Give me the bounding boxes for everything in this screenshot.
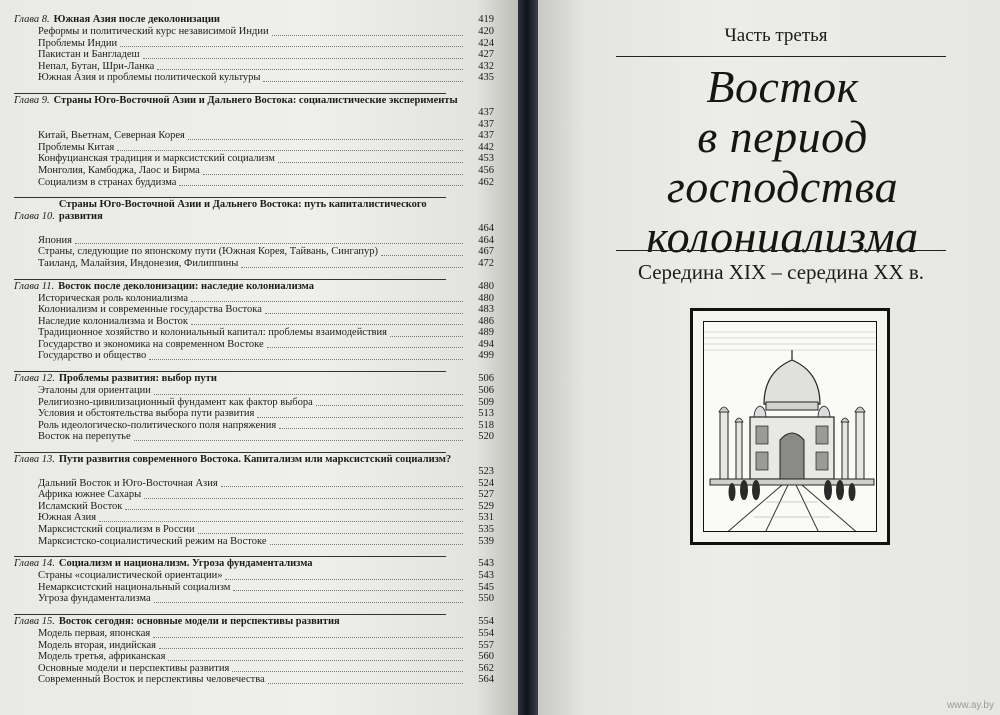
- entry-page: 467: [478, 246, 494, 258]
- chapter-number: Глава 15.: [14, 615, 55, 627]
- toc-entry: [14, 235, 494, 247]
- dot-leader: [257, 417, 463, 418]
- toc-entry: [14, 177, 494, 189]
- dot-leader: [143, 58, 463, 59]
- toc-entry: [14, 512, 494, 524]
- dot-leader: [225, 579, 463, 580]
- entry-page: 420: [478, 26, 494, 37]
- toc-entry: [14, 153, 494, 165]
- toc-entry: [14, 663, 494, 675]
- chapter-title: Страны Юго-Восточной Азии и Дальнего Востока: социалистические эксперименты: [53, 94, 458, 106]
- entry-title: Монголия, Камбоджа, Лаос и Бирма: [38, 164, 200, 176]
- illustration-frame: [690, 308, 890, 545]
- entry-title: Дальний Восток и Юго-Восточная Азия: [38, 477, 218, 489]
- entry-title: Непал, Бутан, Шри-Ланка: [38, 60, 155, 72]
- dot-leader: [267, 347, 463, 348]
- chapter-number: Глава 9.: [14, 94, 50, 106]
- toc-page-only-row: [14, 466, 494, 478]
- entry-title: Современный Восток и перспективы человечества: [38, 674, 265, 686]
- dot-leader: [198, 533, 463, 534]
- entry-title: Наследие колониализма и Восток: [38, 315, 189, 327]
- top-rule: [616, 56, 946, 57]
- chapter-separator: [14, 371, 446, 372]
- toc-entry: [14, 582, 494, 594]
- entry-title: Религиозно-цивилизационный фундамент как фактор выбора: [38, 396, 313, 408]
- chapter-title: Страны Юго-Восточной Азии и Дальнего Востока: путь капиталистического развития: [58, 199, 427, 223]
- entry-page: 464: [478, 223, 494, 235]
- toc-entry: [14, 316, 494, 328]
- entry-title: Колониализм и современные государства Востока: [38, 304, 262, 316]
- chapter-title: Южная Азия после деколонизации: [53, 14, 220, 25]
- entry-page: 499: [478, 350, 494, 362]
- toc-entry: [14, 536, 494, 548]
- dot-leader: [168, 660, 463, 661]
- toc-page-only-row: [14, 223, 494, 235]
- chapter-number: Глава 12.: [14, 373, 55, 385]
- toc-entry: [14, 61, 494, 73]
- dot-leader: [191, 324, 463, 325]
- entry-page: 554: [478, 627, 494, 639]
- chapter-heading: [14, 14, 494, 26]
- entry-page: 453: [478, 153, 494, 165]
- toc-entry: [14, 339, 494, 351]
- entry-page: 432: [478, 60, 494, 72]
- entry-title: Социализм в странах буддизма: [38, 176, 177, 188]
- entry-title: Таиланд, Малайзия, Индонезия, Филиппины: [38, 257, 239, 269]
- entry-title: Модель первая, японская: [38, 627, 151, 639]
- entry-title: Историческая роль колониализма: [38, 292, 188, 304]
- entry-title: Конфуцианская традиция и марксистский социализм: [38, 153, 275, 165]
- toc-entry: [14, 130, 494, 142]
- toc-entry: [14, 350, 494, 362]
- dot-leader: [265, 313, 463, 314]
- entry-title: Восток на перепутье: [38, 431, 131, 443]
- chapter-heading: [14, 95, 494, 107]
- chapter-page: 506: [478, 373, 494, 385]
- entry-title: Государство и экономика на современном Востоке: [38, 338, 264, 350]
- toc-entry: [14, 524, 494, 536]
- entry-page: 437: [478, 130, 494, 142]
- entry-title: Основные модели и перспективы развития: [38, 662, 230, 674]
- chapter-title: Социализм и национализм. Угроза фундаментализма: [58, 558, 313, 570]
- toc-chapter: [14, 558, 494, 605]
- dot-leader: [381, 255, 463, 256]
- chapter-title: Восток после деколонизации: наследие колониализма: [58, 280, 315, 292]
- entry-page: 506: [478, 385, 494, 397]
- entry-page: 483: [478, 304, 494, 316]
- dot-leader: [268, 683, 463, 684]
- chapter-separator: [14, 279, 446, 280]
- middle-rule: [616, 250, 946, 251]
- taj-mahal-drawing: [704, 322, 877, 532]
- chapter-separator: [14, 197, 446, 198]
- chapter-page: 419: [478, 14, 494, 25]
- entry-page: 531: [478, 512, 494, 524]
- chapter-heading: [14, 558, 494, 570]
- entry-page: 513: [478, 408, 494, 420]
- entry-page: 456: [478, 164, 494, 176]
- dot-leader: [263, 81, 463, 82]
- entry-page: 427: [478, 49, 494, 61]
- entry-page: 486: [478, 315, 494, 327]
- chapter-page: 543: [478, 558, 494, 570]
- toc-entry: [14, 431, 494, 443]
- chapter-heading: [14, 373, 494, 385]
- entry-page: 509: [478, 396, 494, 408]
- toc-chapter: [14, 14, 494, 84]
- entry-title: Страны, следующие по японскому пути (Южная Корея, Тайвань, Сингапур): [38, 246, 378, 258]
- entry-page: 535: [478, 524, 494, 535]
- dot-leader: [188, 139, 463, 140]
- dot-leader: [191, 301, 463, 302]
- entry-page: 545: [478, 581, 494, 593]
- entry-page: 550: [478, 593, 494, 605]
- entry-page: 464: [478, 234, 494, 246]
- toc-entry: [14, 420, 494, 432]
- toc-entry: [14, 385, 494, 397]
- toc-chapter: [14, 616, 494, 686]
- toc-entry: [14, 397, 494, 409]
- chapter-heading: [14, 281, 494, 293]
- entry-title: Китай, Вьетнам, Северная Корея: [38, 130, 185, 142]
- entry-title: Пакистан и Бангладеш: [38, 49, 140, 61]
- toc-chapter: [14, 281, 494, 363]
- entry-title: Угроза фундаментализма: [38, 593, 151, 605]
- entry-page: 520: [478, 431, 494, 443]
- part-heading: Часть третья: [724, 25, 828, 46]
- toc-entry: [14, 38, 494, 50]
- entry-title: Япония: [38, 234, 72, 246]
- toc-entry: [14, 72, 494, 84]
- entry-title: Исламский Восток: [38, 500, 123, 512]
- dot-leader: [154, 394, 463, 395]
- dot-leader: [157, 69, 463, 70]
- toc-entry: [14, 293, 494, 305]
- entry-title: Модель третья, африканская: [38, 651, 166, 663]
- table-of-contents: [14, 14, 494, 695]
- dot-leader: [390, 336, 463, 337]
- entry-page: 462: [478, 176, 494, 188]
- toc-entry: [14, 640, 494, 652]
- dot-leader: [272, 35, 463, 36]
- toc-entry: [14, 408, 494, 420]
- chapter-number: Глава 10.: [14, 211, 55, 223]
- chapter-page: 554: [478, 615, 494, 627]
- chapter-number: Глава 14.: [14, 558, 55, 570]
- title-line: Восток: [706, 61, 859, 112]
- title-line: колониализма: [646, 211, 919, 262]
- dot-leader: [154, 602, 463, 603]
- dot-leader: [75, 243, 463, 244]
- entry-page: 472: [478, 257, 494, 269]
- entry-title: Традиционное хозяйство и колониальный капитал: проблемы взаимодействия: [38, 327, 387, 339]
- toc-entry: [14, 593, 494, 605]
- chapter-title: Пути развития современного Востока. Капитализм или марксистский социализм?: [58, 454, 452, 466]
- entry-title: Проблемы Китая: [38, 141, 115, 153]
- chapter-title: Восток сегодня: основные модели и перспективы развития: [58, 615, 340, 627]
- toc-entry: [14, 478, 494, 490]
- toc-entry: [14, 674, 494, 686]
- entry-page: 437: [478, 106, 494, 118]
- book-gutter: [518, 0, 538, 715]
- entry-title: Реформы и политический курс независимой Индии: [38, 26, 269, 37]
- entry-page: 557: [478, 639, 494, 651]
- dot-leader: [241, 267, 463, 268]
- entry-title: Роль идеологическо-политического поля напряжения: [38, 419, 277, 431]
- dot-leader: [144, 498, 463, 499]
- entry-page: 564: [478, 674, 494, 686]
- dot-leader: [134, 440, 463, 441]
- toc-entry: [14, 165, 494, 177]
- chapter-number: Глава 8.: [14, 14, 50, 25]
- dot-leader: [203, 174, 463, 175]
- entry-page: 424: [478, 37, 494, 49]
- chapter-separator: [14, 93, 446, 94]
- entry-title: Эталоны для ориентации: [38, 385, 151, 397]
- toc-entry: [14, 628, 494, 640]
- dot-leader: [120, 46, 463, 47]
- dot-leader: [149, 359, 463, 360]
- entry-title: Модель вторая, индийская: [38, 639, 156, 651]
- chapter-page: 480: [478, 280, 494, 292]
- period-subtitle: Середина XIX – середина XX в.: [637, 260, 925, 284]
- chapter-number: Глава 13.: [14, 454, 55, 466]
- toc-entry: [14, 304, 494, 316]
- toc-entry: [14, 327, 494, 339]
- entry-page: 524: [478, 477, 494, 489]
- entry-title: Африка южнее Сахары: [38, 489, 142, 501]
- dot-leader: [279, 428, 463, 429]
- entry-page: 560: [478, 651, 494, 663]
- chapter-heading: [14, 199, 494, 223]
- dot-leader: [232, 671, 463, 672]
- entry-page: 480: [478, 292, 494, 304]
- entry-page: 435: [478, 72, 494, 84]
- chapter-title: Проблемы развития: выбор пути: [58, 373, 217, 385]
- chapter-separator: [14, 556, 446, 557]
- chapter-separator: [14, 614, 446, 615]
- entry-page: 489: [478, 327, 494, 339]
- toc-chapter: [14, 95, 494, 188]
- title-line: в период: [697, 111, 868, 162]
- entry-page: 529: [478, 500, 494, 512]
- chapter-number: Глава 11.: [14, 280, 55, 292]
- dot-leader: [125, 509, 463, 510]
- chapter-separator: [14, 452, 446, 453]
- entry-title: Условия и обстоятельства выбора пути развития: [38, 408, 255, 420]
- entry-title: Южная Азия и проблемы политической культуры: [38, 72, 261, 84]
- entry-title: Немарксистский национальный социализм: [38, 581, 231, 593]
- toc-chapter: [14, 454, 494, 547]
- dot-leader: [221, 486, 463, 487]
- entry-page: 539: [478, 535, 494, 547]
- dot-leader: [159, 648, 463, 649]
- toc-entry: [14, 246, 494, 258]
- entry-page: 494: [478, 338, 494, 350]
- entry-title: Страны «социалистической ориентации»: [38, 570, 223, 582]
- entry-page: 518: [478, 419, 494, 431]
- toc-page-only-row: [14, 107, 494, 119]
- taj-mahal-illustration: [703, 321, 877, 532]
- toc-chapter: [14, 199, 494, 269]
- dot-leader: [99, 521, 463, 522]
- entry-title: Государство и общество: [38, 350, 147, 362]
- toc-entry: [14, 258, 494, 270]
- dot-leader: [117, 150, 463, 151]
- entry-page: 527: [478, 489, 494, 501]
- dot-leader: [153, 637, 463, 638]
- dot-leader: [270, 544, 463, 545]
- watermark: www.ay.by: [946, 700, 994, 711]
- toc-entry: [14, 26, 494, 38]
- title-line: господства: [666, 161, 899, 212]
- part-title: [610, 62, 955, 262]
- toc-entry: [14, 501, 494, 513]
- dot-leader: [179, 185, 463, 186]
- toc-entry: [14, 49, 494, 61]
- entry-page: 543: [478, 570, 494, 582]
- toc-entry: [14, 651, 494, 663]
- toc-entry: [14, 570, 494, 582]
- chapter-heading: [14, 454, 494, 466]
- entry-page: 437: [478, 118, 494, 130]
- dot-leader: [233, 590, 463, 591]
- entry-page: 442: [478, 141, 494, 153]
- chapter-heading: [14, 616, 494, 628]
- dot-leader: [278, 162, 463, 163]
- entry-title: Марксистско-социалистический режим на Востоке: [38, 535, 267, 547]
- entry-title: Южная Азия: [38, 512, 97, 524]
- entry-page: 562: [478, 662, 494, 674]
- toc-page-only-row: [14, 119, 494, 131]
- entry-page: 523: [478, 466, 494, 478]
- dot-leader: [316, 405, 463, 406]
- toc-entry: [14, 142, 494, 154]
- entry-title: Проблемы Индии: [38, 37, 118, 49]
- toc-entry: [14, 489, 494, 501]
- entry-title: Марксистский социализм в России: [38, 524, 195, 535]
- toc-chapter: [14, 373, 494, 443]
